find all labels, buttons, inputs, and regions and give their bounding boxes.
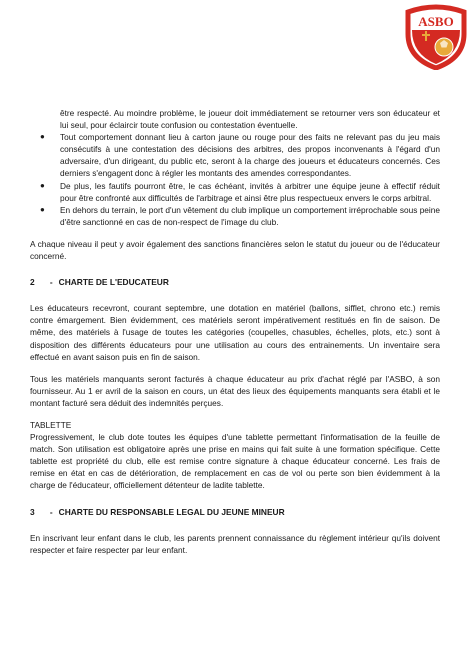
rules-bullet-list xyxy=(30,131,440,228)
sanctions-paragraph: A chaque niveau il peut y avoir également des sanctions financières selon le statut du joueur ou de l'éducateur concerné. xyxy=(30,238,440,262)
section-3-title: CHARTE DU RESPONSABLE LEGAL DU JEUNE MINEUR xyxy=(58,506,285,517)
bullet-item: ● De plus, les fautifs pourront être, le cas échéant, invités à arbitrer une équipe jeune à effectif réduit pour être confronté aux difficultés de l'arbitrage et ainsi être plus respectueux envers le corps arbitral. xyxy=(40,180,440,203)
section-2-heading: 2 - CHARTE DE L'EDUCATEUR xyxy=(30,277,169,288)
bullet-icon: ● xyxy=(40,204,45,214)
tablette-paragraph: Progressivement, le club dote toutes les équipes d'une tablette permettant l'informatisation de la feuille de match. Son utilisation est obligatoire après une prise en mains qui fait suite à une formation spécifique. Cette tablette est propriété du club, elle est remise contre signature à chaque éducateur concerné. Les frais de remise en état en cas de détérioration, de remplacement en cas de vol ou perte son bien évidemment à la charge de l'éducateur, officiellement détenteur de ladite tablette. xyxy=(30,432,440,491)
bullet-item: ● Tout comportement donnant lieu à carton jaune ou rouge pour des faits ne relevant pas du jeu mais consécutifs à une contestation des décisions des arbitres, des propos inconvenants à l'égard d'un adversaire, d'un dirigeant, du public etc, seront à la charge des joueurs et éducateurs concernés. Ces derniers s'engagent donc à régler les montants des amendes correspondantes. xyxy=(40,132,440,179)
tablette-heading: TABLETTE xyxy=(30,419,72,430)
continued-paragraph: être respecté. Au moindre problème, le joueur doit immédiatement se retourner vers son éducateur et lui seul, pour éclaircir toute confusion ou contestation éventuelle. xyxy=(60,108,440,131)
bullet-icon: ● xyxy=(40,132,45,142)
bullet-item: ● En dehors du terrain, le port d'un vêtement du club implique un comportement irréprochable sous peine d'être sanctionné en cas de non-respect de l'image du club. xyxy=(40,204,440,227)
section-3-number: 3 xyxy=(30,506,35,517)
missing-equipment-paragraph: Tous les matériels manquants seront facturés à chaque éducateur au prix d'achat réglé par l'ASBO, à son fournisseur. Au 1 er avril de la saison en cours, un état des lieux des équipements manquants sera établi et le montant facturé sera déduit des indemnités perçues. xyxy=(30,373,440,408)
section-2-number: 2 xyxy=(30,277,35,288)
logo-text: ASBO xyxy=(418,14,454,29)
parents-paragraph: En inscrivant leur enfant dans le club, les parents prennent connaissance du règlement intérieur qu'ils doivent respecter et faire respecter par leur enfant. xyxy=(30,532,440,555)
bullet-icon: ● xyxy=(40,180,45,190)
document-body xyxy=(30,107,440,556)
educator-equipment-paragraph: Les éducateurs recevront, courant septembre, une dotation en matériel (ballons, sifflet, chrono etc.) remis contre émargement. Bien évidemment, ces matériels seront impérativement restitués en fin de saison. De même, des matériels à l'usage de toutes les catégories (coupelles, chasubles, échelles, plots, etc.) sont à disposition des différents éducateurs pour une utilisation au cours des entrainements. Un inventaire sera effectué en avant saison puis en fin de saison. xyxy=(30,303,440,362)
section-2-title: CHARTE DE L'EDUCATEUR xyxy=(58,277,169,288)
section-3-heading: 3 - CHARTE DU RESPONSABLE LEGAL DU JEUNE MINEUR xyxy=(30,506,285,517)
club-logo xyxy=(404,4,468,70)
